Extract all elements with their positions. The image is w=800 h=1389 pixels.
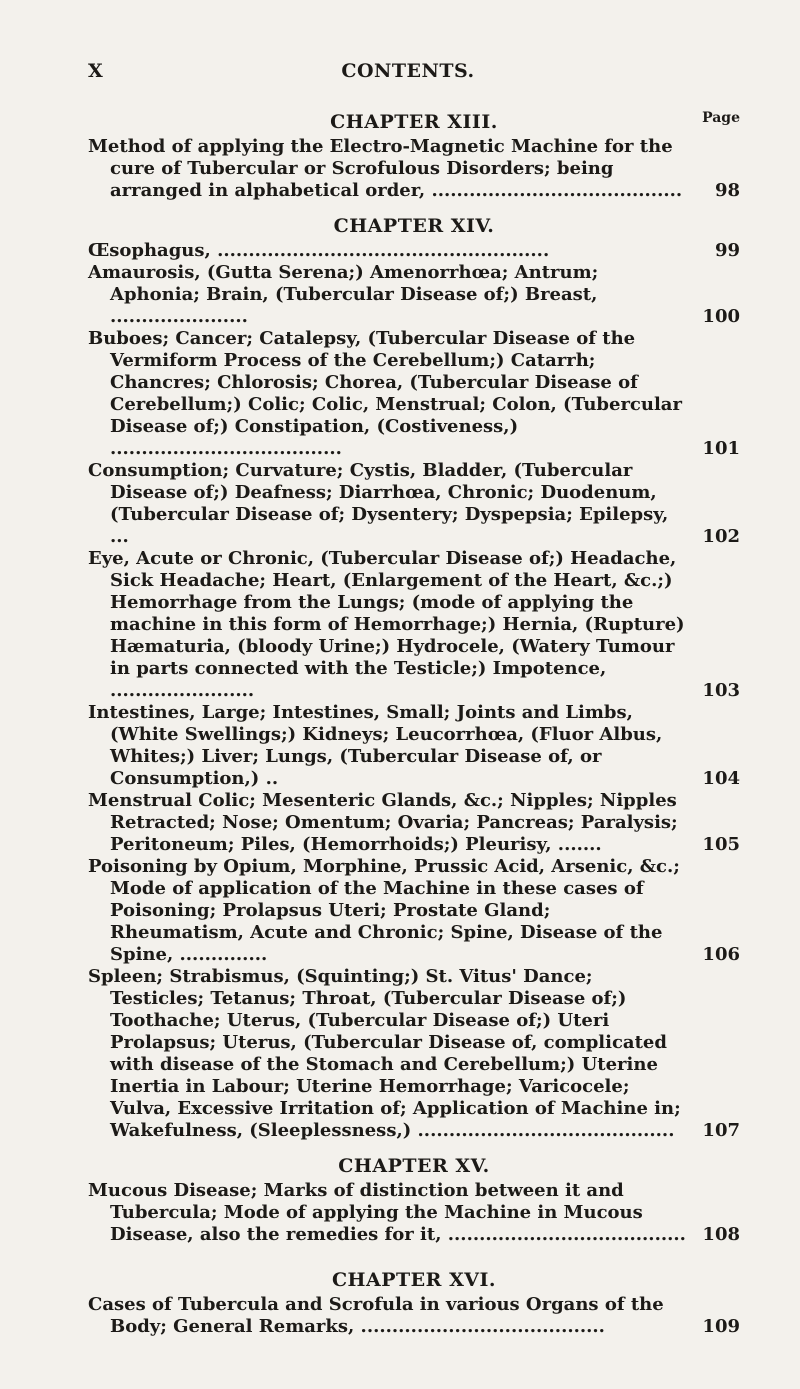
- entry-page: 103: [702, 680, 740, 701]
- entry-text: Poisoning by Opium, Morphine, Prussic Acid, Arsenic, &c.; Mode of application of the Machine in these cases of Poisoning; Prolapsus Uteri; Prostate Gland; Rheumatism, Acute and Chronic; Spine, Disease of the Spine,: [88, 856, 680, 965]
- entry-page: 109: [702, 1316, 740, 1337]
- entry-page: 106: [702, 944, 740, 965]
- chapter-heading: [88, 212, 740, 240]
- toc-entry: [88, 966, 740, 1142]
- chapter-heading: [88, 1152, 740, 1180]
- toc-entry: [88, 548, 740, 702]
- toc-entry: [88, 328, 740, 460]
- entry-text: Consumption; Curvature; Cystis, Bladder, (Tubercular Disease of;) Deafness; Diarrhœa, Chronic; Duodenum, (Tubercular Disease of; Dysentery; Dyspepsia; Epilepsy,: [88, 460, 669, 525]
- leader-dots: ......................: [110, 306, 248, 327]
- chapter-title: CHAPTER XIV.: [333, 215, 495, 237]
- chapter-title: CHAPTER XV.: [338, 1155, 490, 1177]
- entry-page: 100: [702, 306, 740, 327]
- page-number: X: [88, 60, 104, 82]
- chapter-title: CHAPTER XVI.: [331, 1269, 497, 1291]
- leader-dots: ..: [265, 768, 279, 789]
- toc-entry: [88, 1180, 740, 1246]
- leader-dots: ......................................: [447, 1224, 686, 1245]
- leader-dots: .......: [557, 834, 602, 855]
- entry-text: Cases of Tubercula and Scrofula in various Organs of the Body; General Remarks,: [88, 1294, 664, 1337]
- toc-entry: [88, 460, 740, 548]
- leader-dots: .....................................: [110, 438, 342, 459]
- entry-text: Intestines, Large; Intestines, Small; Joints and Limbs, (White Swellings;) Kidneys; Leucorrhœa, (Fluor Albus, Whites;) Liver; Lungs, (Tubercular Disease of, or Consumption,): [88, 702, 663, 789]
- entry-page: 99: [714, 240, 740, 261]
- entry-page: 102: [702, 526, 740, 547]
- leader-dots: .........................................: [417, 1120, 675, 1141]
- toc-entry: [88, 856, 740, 966]
- entry-page: 98: [714, 180, 740, 201]
- chapter-heading: [88, 1266, 740, 1294]
- entry-text: Spleen; Strabismus, (Squinting;) St. Vitus' Dance; Testicles; Tetanus; Throat, (Tubercular Disease of;) Toothache; Uterus, (Tubercular Disease of;) Uteri Prolapsus; Uterus, (Tubercular Disease of, complicated with disease of the Stomach and Cerebellum;) Uterine Inertia in Labour; Uterine Hemorrhage; Varicocele; Vulva, Excessive Irritation of; Application of Machine in; Wakefulness, (Sleeplessness,): [88, 966, 681, 1141]
- entry-text: Eye, Acute or Chronic, (Tubercular Disease of;) Headache, Sick Headache; Heart, (Enlargement of the Heart, &c.;) Hemorrhage from the Lungs; (mode of applying the machine in this form of Hemorrhage;) Hernia, (Rupture) Hæmaturia, (bloody Urine;) Hydrocele, (Watery Tumour in parts connected with the Testicle;) Impotence,: [88, 548, 685, 679]
- leader-dots: .....................................................: [217, 240, 550, 261]
- toc-entry: [88, 262, 740, 328]
- leader-dots: ..............: [179, 944, 268, 965]
- leader-dots: ...: [110, 526, 129, 547]
- leader-dots: .......................................: [360, 1316, 605, 1337]
- chapter-heading: [88, 108, 740, 136]
- entry-text: Buboes; Cancer; Catalepsy, (Tubercular Disease of the Vermiform Process of the Cerebellum;) Catarrh; Chancres; Chlorosis; Chorea, (Tubercular Disease of Cerebellum;) Colic; Colic, Menstrual; Colon, (Tubercular Disease of;) Constipation, (Costiveness,): [88, 328, 682, 437]
- chapter-title: CHAPTER XIII.: [330, 111, 498, 133]
- running-title: CONTENTS.: [341, 60, 475, 82]
- toc-entry: [88, 1294, 740, 1338]
- toc-entry: [88, 240, 740, 262]
- entry-text: Œsophagus,: [88, 240, 211, 261]
- entry-page: 104: [702, 768, 740, 789]
- entry-text: Amaurosis, (Gutta Serena;) Amenorrhœa; Antrum; Aphonia; Brain, (Tubercular Disease of;) Breast,: [88, 262, 599, 305]
- entry-text: Menstrual Colic; Mesenteric Glands, &c.; Nipples; Nipples Retracted; Nose; Omentum; Ovaria; Pancreas; Paralysis; Peritoneum; Piles, (Hemorrhoids;) Pleurisy,: [88, 790, 678, 855]
- entry-text: Mucous Disease; Marks of distinction between it and Tubercula; Mode of applying the Machine in Mucous Disease, also the remedies for it,: [88, 1180, 643, 1245]
- toc-entry: [88, 136, 740, 202]
- entry-page: 101: [702, 438, 740, 459]
- leader-dots: .......................: [110, 680, 255, 701]
- contents-body: [88, 108, 740, 1338]
- entry-page: 105: [702, 834, 740, 855]
- entry-text: Method of applying the Electro-Magnetic Machine for the cure of Tubercular or Scrofulous Disorders; being arranged in alphabetical order,: [88, 136, 673, 201]
- toc-entry: [88, 790, 740, 856]
- leader-dots: ........................................: [431, 180, 683, 201]
- toc-entry: [88, 702, 740, 790]
- entry-page: 108: [702, 1224, 740, 1245]
- entry-page: 107: [702, 1120, 740, 1141]
- page-column-label: Page: [702, 110, 740, 126]
